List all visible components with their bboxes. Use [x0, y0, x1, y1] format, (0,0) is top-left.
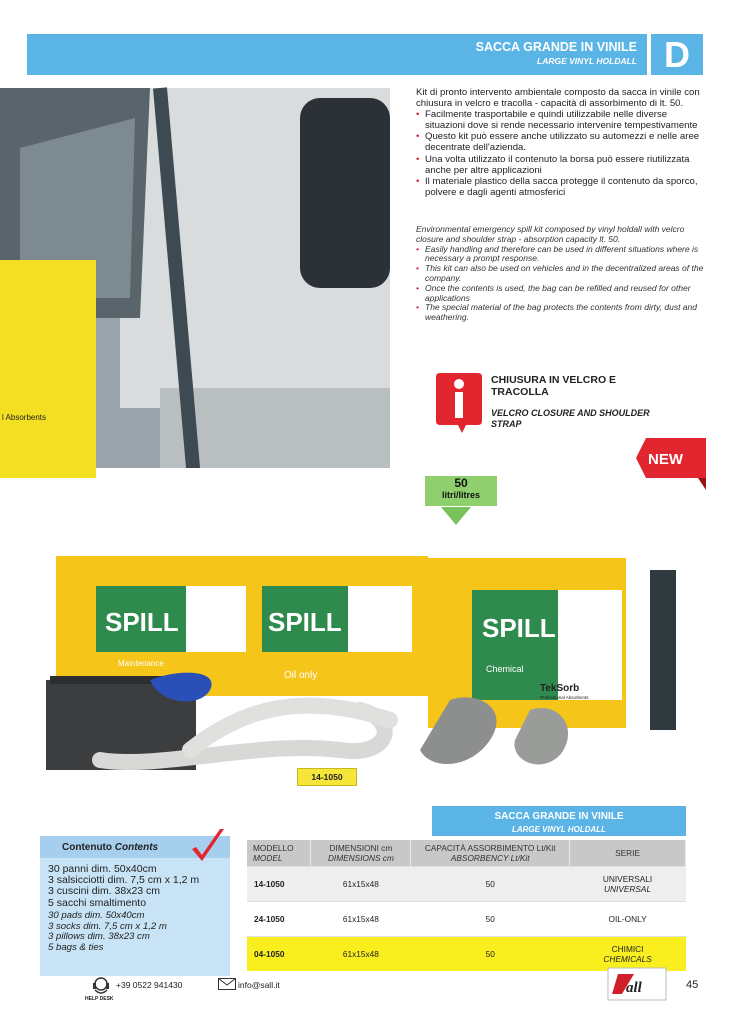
contents-title — [62, 842, 158, 853]
table-row — [247, 936, 686, 971]
contents-en-item: 5 bags & ties — [48, 941, 104, 953]
cell-series-it: UNIVERSALI — [602, 873, 653, 884]
description-en-bullet: • The special material of the bag protects the contents from dirty, dust and weathering. — [416, 303, 706, 323]
bag-1-sub: Maintenance — [118, 659, 164, 668]
contents-en-item: 30 pads dim. 50x40cm — [48, 910, 145, 921]
email-link[interactable]: info@sall.it — [238, 980, 280, 990]
section-letter: D — [664, 34, 690, 75]
page-number: 45 — [686, 979, 699, 991]
description-it-bullet: • Questo kit può essere anche utilizzato su automezzi e nelle aree decentrate dell'azienda. — [416, 131, 706, 153]
header-model-en: MODEL — [253, 852, 283, 863]
bag-3-label: SPILL KIT — [482, 613, 605, 643]
header-cap-it: CAPACITÀ ASSORBIMENTO Lt/Kit — [424, 842, 556, 853]
info-subtitle: VELCRO CLOSURE AND SHOULDER STRAP — [491, 408, 650, 429]
contents-it-item: 3 salsicciotti dim. 7,5 cm x 1,2 m — [48, 874, 200, 887]
header-dimensions — [311, 840, 411, 866]
bag-1-label: SPILL KIT — [105, 607, 228, 637]
phone-number[interactable]: +39 0522 941430 — [116, 980, 183, 990]
capacity-unit: litri/litres — [441, 490, 480, 500]
description-en-bullet: • Once the contents is used, the bag can be refilled and reused for other applications — [416, 284, 706, 304]
contents-en-item: 3 pillows dim. 38x23 cm — [48, 931, 150, 942]
brand-logo-text: TekSorb — [540, 683, 580, 694]
cell-model: 04-1050 — [247, 936, 311, 971]
description-en-list — [416, 245, 706, 323]
side-bag-text: l Absorbents — [2, 413, 47, 422]
bag-2-sub: Oil only — [284, 670, 318, 681]
cell-series-it: OIL-ONLY — [608, 913, 647, 924]
header-dim-it: DIMENSIONI cm — [329, 842, 393, 853]
cell-dimensions: 61x15x48 — [311, 866, 411, 901]
down-arrow-icon — [441, 507, 471, 525]
product-photo-illustration — [0, 88, 391, 681]
info-title: CHIUSURA IN VELCRO E TRACOLLA — [491, 374, 617, 398]
bag-2-label: SPILL KIT — [268, 607, 391, 637]
contents-list-italian — [48, 864, 228, 909]
checkmark-icon — [190, 829, 226, 863]
brand-sub-text: Professional Absorbents — [540, 695, 589, 700]
description-it-list — [416, 109, 706, 198]
spec-table — [247, 840, 686, 971]
header-series — [570, 840, 686, 866]
header-model-it: MODELLO — [253, 842, 294, 853]
help-desk-icon — [89, 976, 113, 996]
cell-model: 24-1050 — [247, 901, 311, 936]
table-row — [247, 866, 686, 901]
cell-series-en: CHEMICALS — [603, 953, 652, 964]
contents-title-en: Contents — [114, 842, 159, 853]
cell-capacity: 50 — [411, 936, 570, 971]
contents-it-item: 30 panni dim. 50x40cm — [48, 863, 157, 875]
description-en-intro: Environmental emergency spill kit composed by vinyl holdall with velcro closure and shoulder strap - absorption capacity lt. 50. — [416, 224, 685, 244]
cell-dimensions: 61x15x48 — [311, 901, 411, 936]
cell-series — [570, 901, 686, 936]
description-it-bullet: • Facilmente trasportabile e quindi utilizzabile nelle diverse situazioni dove si rende necessario intervenire tempestivamente — [416, 109, 706, 131]
capacity-value: 50 — [454, 476, 468, 490]
cell-capacity: 50 — [411, 901, 570, 936]
sall-logo-icon — [608, 968, 666, 1000]
svg-text:all: all — [626, 980, 642, 996]
header-band — [27, 34, 647, 75]
cell-capacity: 50 — [411, 866, 570, 901]
cell-model: 14-1050 — [247, 866, 311, 901]
contents-list-english — [48, 911, 228, 953]
help-desk-label: HELP DESK — [85, 996, 114, 1002]
table-band-subtitle: LARGE VINYL HOLDALL — [511, 825, 607, 834]
header-cap-en: ABSORBENCY Lt/Kit — [450, 852, 530, 863]
contents-en-item: 3 socks dim. 7,5 cm x 1,2 m — [48, 920, 167, 932]
header-dim-en: DIMENSIONS cm — [327, 852, 394, 863]
header-capacity — [411, 840, 570, 866]
model-tag: 14-1050 — [297, 768, 357, 786]
description-en-bullet: • This kit can also be used on vehicles and in the decentralized areas of the company. — [416, 264, 706, 284]
description-it-bullet: • Una volta utilizzato il contenuto la borsa può essere riutilizzata anche per altre applicazioni — [416, 154, 706, 176]
contents-it-item: 3 cuscini dim. 38x23 cm — [48, 885, 161, 898]
table-band — [432, 806, 686, 836]
table-header-row — [247, 840, 686, 866]
absorbent-pads-and-socks — [40, 650, 440, 790]
new-badge-label: NEW — [648, 451, 683, 468]
cell-series-it: CHIMICI — [611, 943, 644, 954]
header-series-it: SERIE — [615, 847, 641, 858]
header-title: SACCA GRANDE IN VINILE — [475, 40, 637, 54]
capacity-badge — [425, 476, 497, 506]
description-en-bullet: • Easily handling and therefore can be used in different situations where is necessary a prompt response. — [416, 245, 706, 265]
contents-it-item: 5 sacchi smaltimento — [48, 896, 147, 909]
description-it-bullet: • Il materiale plastico della sacca protegge il contenuto da sporco, polvere e dagli agenti atmosferici — [416, 176, 706, 198]
table-band-title: SACCA GRANDE IN VINILE — [494, 811, 624, 822]
description-it-intro: Kit di pronto intervento ambientale composto da sacca in vinile con chiusura in velcro e tracolla - capacità di assorbimento di lt. 50. — [416, 87, 700, 110]
info-icon — [436, 373, 482, 433]
cell-series-en: UNIVERSAL — [604, 883, 652, 894]
description-italian — [416, 87, 706, 198]
cell-series — [570, 936, 686, 971]
contents-title-it: Contenuto — [62, 842, 112, 853]
header-subtitle: LARGE VINYL HOLDALL — [537, 56, 637, 66]
cell-series — [570, 866, 686, 901]
bag-3-sub: Chemical — [486, 664, 524, 674]
cell-dimensions: 61x15x48 — [311, 936, 411, 971]
table-row — [247, 901, 686, 936]
product-photo — [0, 88, 391, 681]
header-model — [247, 840, 311, 866]
description-english — [416, 225, 706, 323]
section-letter-box — [651, 34, 703, 75]
mail-icon — [218, 978, 236, 990]
